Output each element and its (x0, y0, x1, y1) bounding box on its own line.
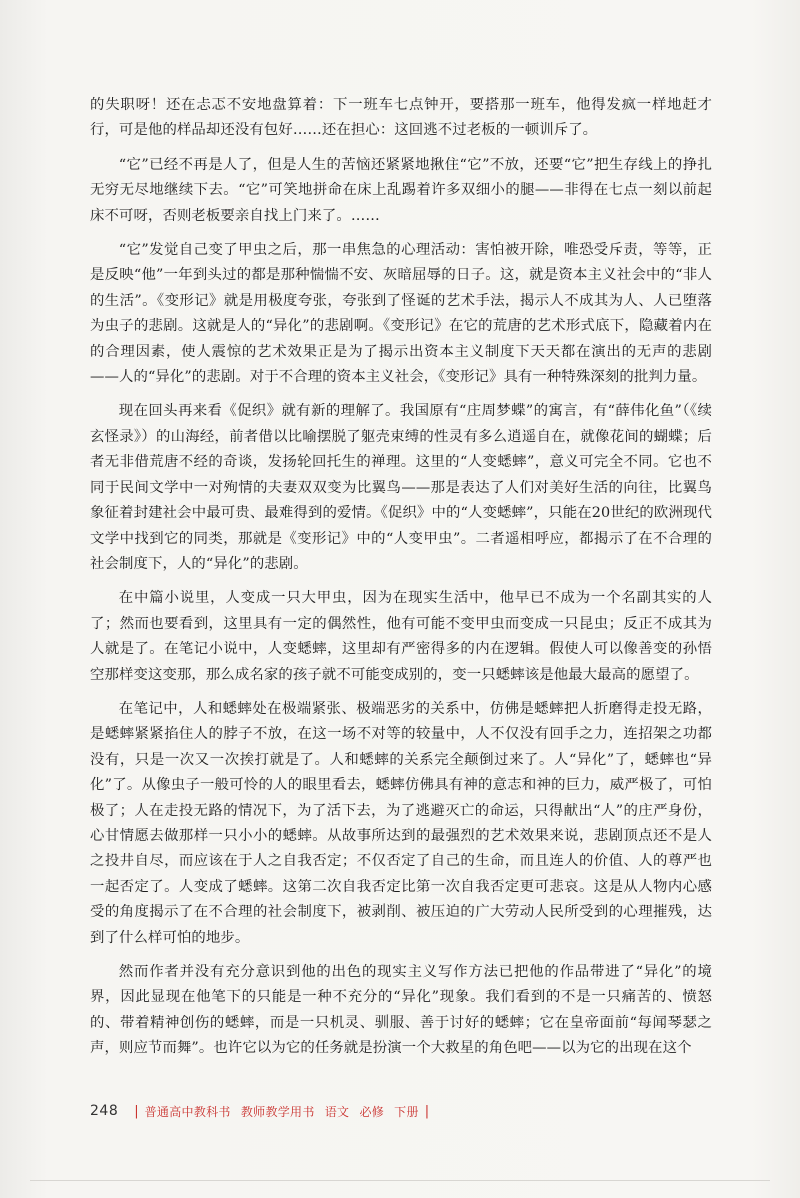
page-footer (90, 1101, 435, 1121)
paragraph: “它”发觉自己变了甲虫之后，那一串焦急的心理活动：害怕被开除，唯恐受斥责，等等，正是反映“他”一年到头过的都是那种惴惴不安、灰暗屈辱的日子。这，就是资本主义社会中的“非人的生活”。《变形记》就是用极度夸张，夸张到了怪诞的艺术手法，揭示人不成其为人、人已堕落为虫子的悲剧。这就是人的“异化”的悲剧啊。《变形记》在它的荒唐的艺术形式底下，隐藏着内在的合理因素，使人震惊的艺术效果正是为了揭示出资本主义制度下天天都在演出的无声的悲剧——人的“异化”的悲剧。对于不合理的资本主义社会，《变形记》具有一种特殊深刻的批判力量。 (90, 242, 712, 386)
paragraph: 在中篇小说里，人变成一只大甲虫，因为在现实生活中，他早已不成为一个名副其实的人了；然而也要看到，这里具有一定的偶然性，他有可能不变甲虫而变成一只昆虫；反正不成其为人就是了。在笔记小说中，人变蟋蟀，这里却有严密得多的内在逻辑。假使人可以像善变的孙悟空那样变这变那，那么成名家的孩子就不可能变成别的，变一只蟋蟀该是他最大最高的愿望了。 (90, 590, 712, 683)
page-number: 248 (90, 1103, 119, 1119)
paragraph: 现在回头再来看《促织》就有新的理解了。我国原有“庄周梦蝶”的寓言，有“薛伟化鱼”（《续玄怪录》）的山海经，前者借以比喻摆脱了躯壳束缚的性灵有多么逍遥自在，就像花间的蝴蝶；后者无非借荒唐不经的奇谈，发扬轮回托生的禅理。这里的“人变蟋蟀”，意义可完全不同。它也不同于民间文学中一对殉情的夫妻双双变为比翼鸟——那是表达了人们对美好生活的向往，比翼鸟象征着封建社会中最可贵、最难得到的爱情。《促织》中的“人变蟋蟀”，只能在20世纪的欧洲现代文学中找到它的同类，那就是《变形记》中的“人变甲虫”。二者遥相呼应，都揭示了在不合理的社会制度下，人的“异化”的悲剧。 (90, 403, 712, 572)
paragraph: 的失职呀！还在忐忑不安地盘算着：下一班车七点钟开，要搭那一班车，他得发疯一样地赶才行，可是他的样品却还没有包好……还在担心：这回逃不过老板的一顿训斥了。 (90, 97, 712, 139)
book-title: 普通高中教科书 教师教学用书 语文 必修 下册 (144, 1104, 419, 1119)
footer-separator: | (424, 1103, 430, 1119)
page-edge-divider (30, 1180, 770, 1181)
footer-separator: | (134, 1103, 139, 1119)
paragraph: 然而作者并没有充分意识到他的出色的现实主义写作方法已把他的作品带进了“异化”的境界，因此显现在他笔下的只能是一种不充分的“异化”现象。我们看到的不是一只痛苦的、愤怒的、带着精神创伤的蟋蟀，而是一只机灵、驯服、善于讨好的蟋蟀；它在皇帝面前“每闻琴瑟之声，则应节而舞”。也许它以为它的任务就是扮演一个大救星的角色吧——以为它的出现在这个 (90, 964, 712, 1057)
body-text (90, 93, 712, 1071)
paragraph: “它”已经不再是人了，但是人生的苦恼还紧紧地揪住“它”不放，还要“它”把生存线上的挣扎无穷无尽地继续下去。“它”可笑地拼命在床上乱踢着许多双细小的腿——非得在七点一刻以前起床不可呀，否则老板要亲自找上门来了。…… (90, 156, 712, 224)
paragraph: 在笔记中，人和蟋蟀处在极端紧张、极端恶劣的关系中，仿佛是蟋蟀把人折磨得走投无路，是蟋蟀紧紧掐住人的脖子不放，在这一场不对等的较量中，人不仅没有回手之力，连招架之功都没有，只是一次又一次挨打就是了。人和蟋蟀的关系完全颠倒过来了。人“异化”了，蟋蟀也“异化”了。从像虫子一般可怜的人的眼里看去，蟋蟀仿佛具有神的意志和神的巨力，威严极了，可怕极了；人在走投无路的情况下，为了活下去，为了逃避灭亡的命运，只得献出“人”的庄严身份，心甘情愿去做那样一只小小的蟋蟀。从故事所达到的最强烈的艺术效果来说，悲剧顶点还不是人之投井自尽，而应该在于人之自我否定；不仅否定了自己的生命，而且连人的价值、人的尊严也一起否定了。人变成了蟋蟀。这第二次自我否定比第一次自我否定更可悲哀。这是从人物内心感受的角度揭示了在不合理的社会制度下，被剥削、被压迫的广大劳动人民所受到的心理摧残，达到了什么样可怕的地步。 (90, 700, 712, 946)
